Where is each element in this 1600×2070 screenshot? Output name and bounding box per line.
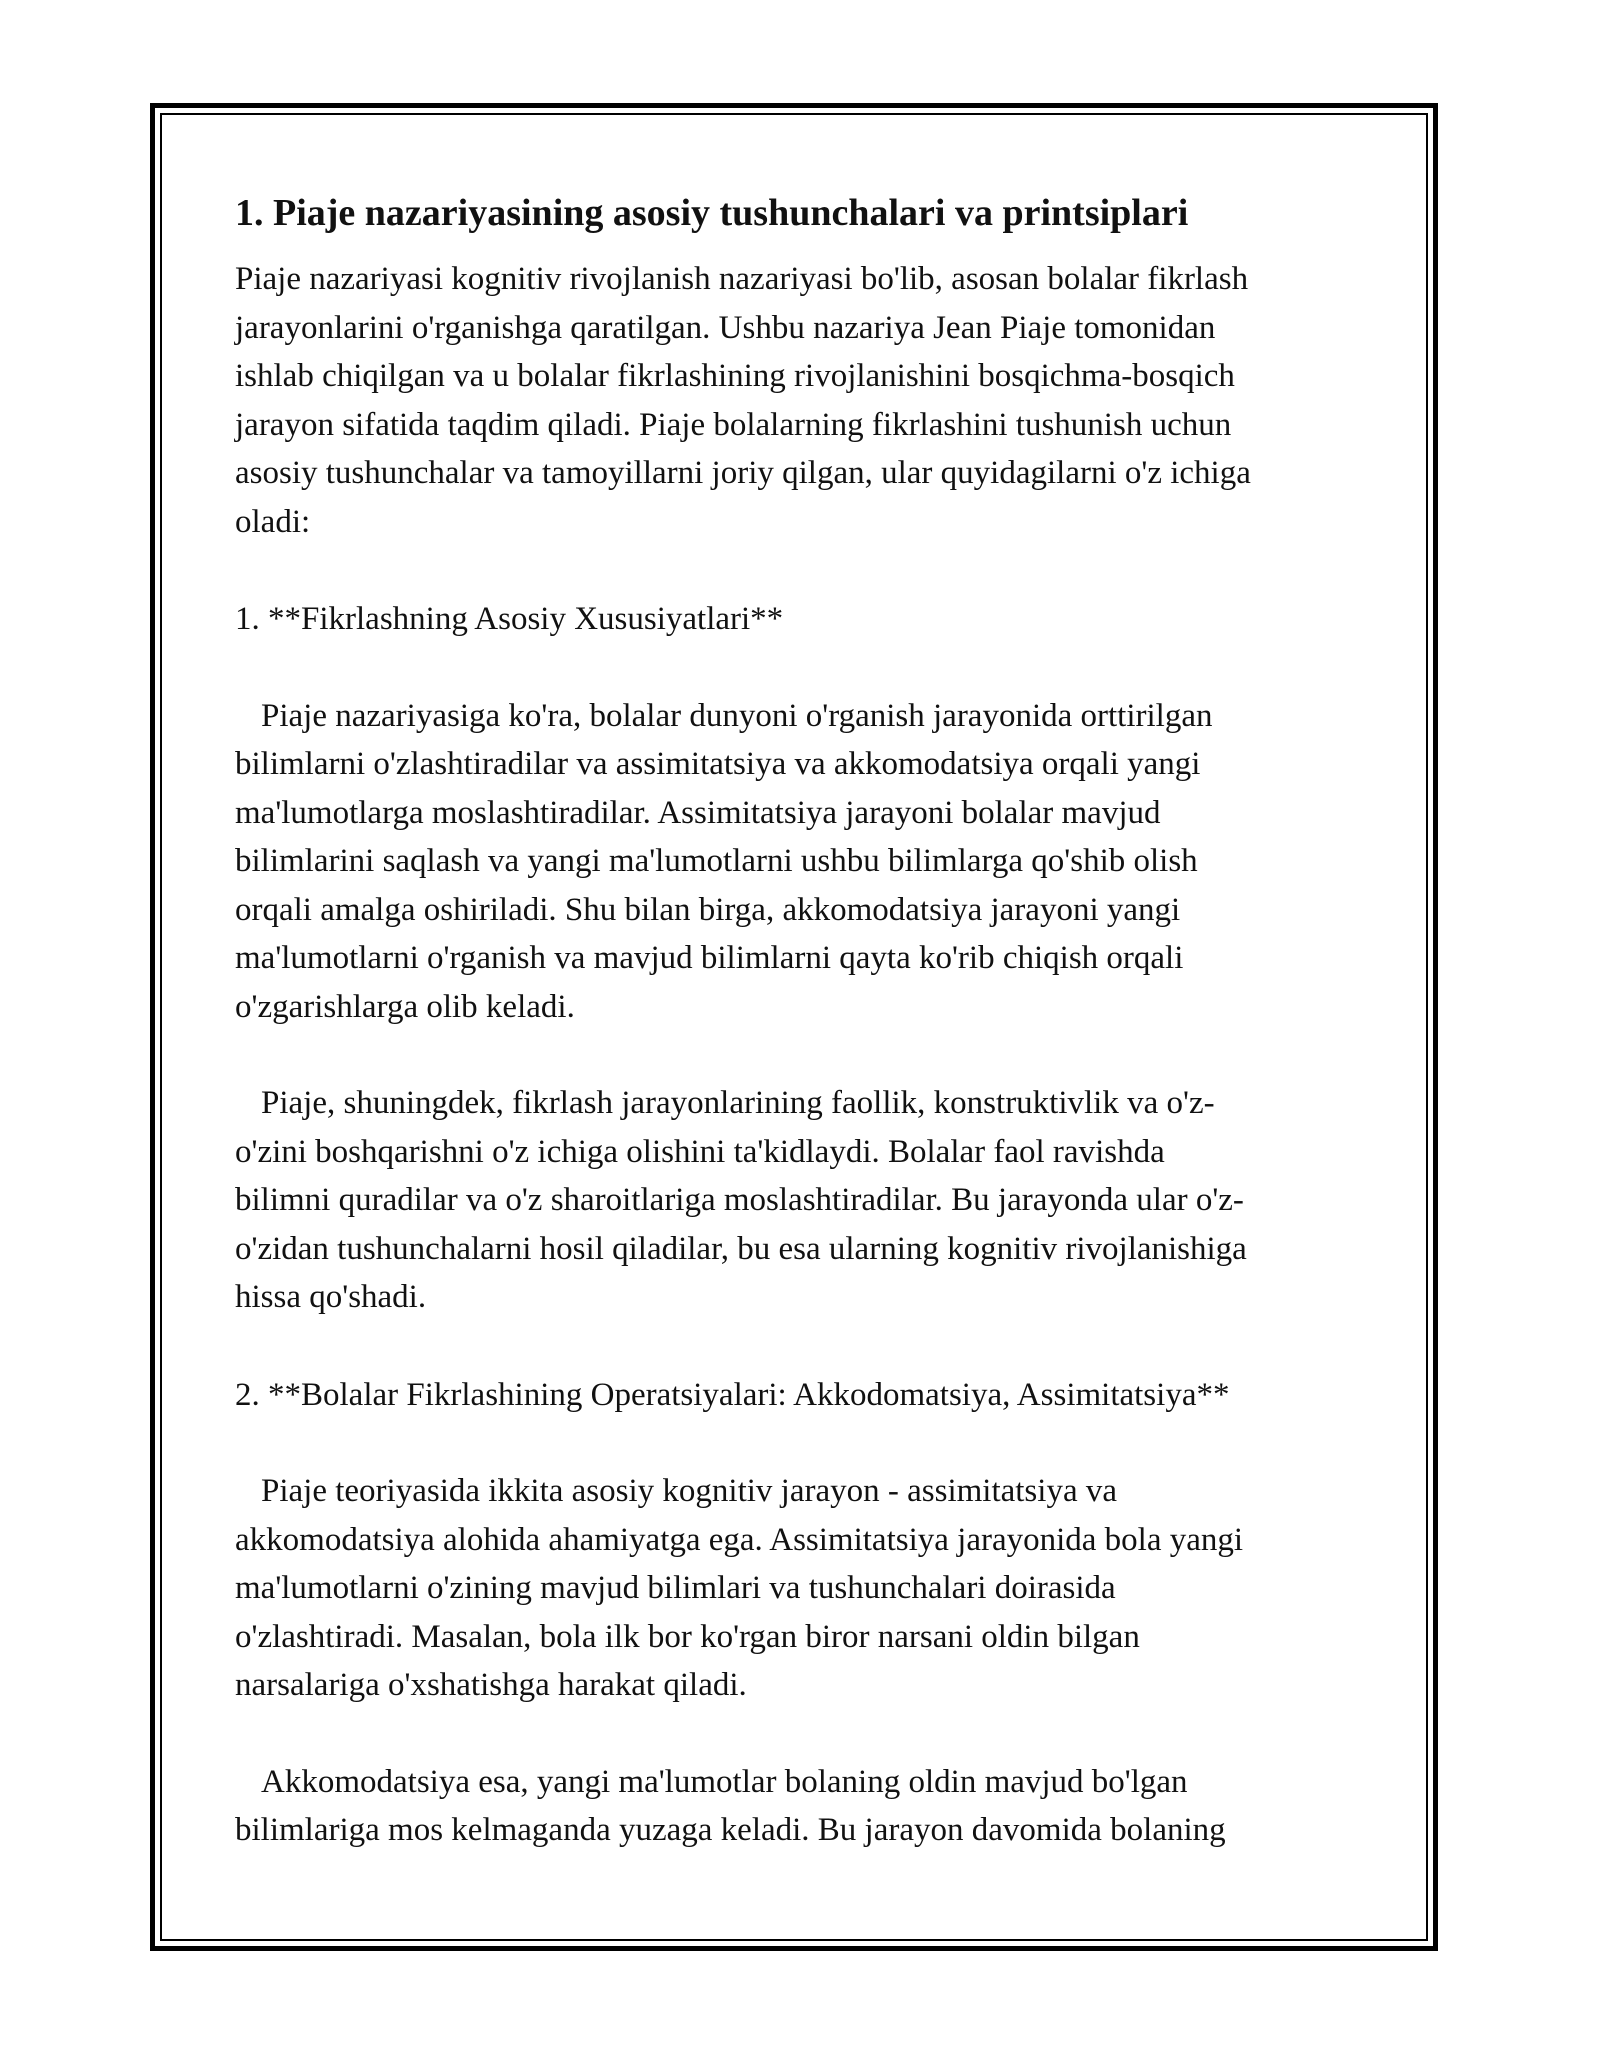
text-line: orqali amalga oshiriladi. Shu bilan birga, akkomodatsiya jarayoni yangi	[235, 891, 1181, 928]
paragraph-assimilation	[235, 1467, 1365, 1710]
paragraph-constructivism	[235, 1079, 1365, 1322]
text-line: 2. **Bolalar Fikrlashining Operatsiyalari: Akkodomatsiya, Assimitatsiya**	[235, 1376, 1230, 1413]
subsection-title-2	[235, 1371, 1365, 1420]
text-line: jarayonlarini o'rganishga qaratilgan. Ushbu nazariya Jean Piaje tomonidan	[235, 309, 1216, 346]
text-line: bilimlariga mos kelmaganda yuzaga keladi. Bu jarayon davomida bolaning	[235, 1812, 1226, 1848]
text-line: Piaje, shuningdek, fikrlash jarayonlarining faollik, konstruktivlik va o'z-	[261, 1085, 1215, 1121]
text-line: bilimlarini saqlash va yangi ma'lumotlarni ushbu bilimlarga qo'shib olish	[235, 843, 1198, 879]
text-line: ma'lumotlarga moslashtiradilar. Assimitatsiya jarayoni bolalar mavjud	[235, 794, 1161, 831]
text-line: Piaje nazariyasi kognitiv rivojlanish nazariyasi bo'lib, asosan bolalar fikrlash	[235, 261, 1249, 297]
subsection-title-1	[235, 595, 1365, 644]
intro-paragraph	[235, 255, 1365, 546]
text-line: Piaje teoriyasida ikkita asosiy kognitiv jarayon - assimitatsiya va	[261, 1473, 1117, 1509]
text-line: ma'lumotlarni o'rganish va mavjud bilimlarni qayta ko'rib chiqish orqali	[235, 940, 1184, 976]
paragraph-assimilation-overview	[235, 692, 1365, 1032]
text-line: bilimni quradilar va o'z sharoitlariga moslashtiradilar. Bu jarayonda ular o'z-	[235, 1182, 1244, 1218]
text-line: 1. **Fikrlashning Asosiy Xususiyatlari**	[235, 601, 784, 637]
text-line: bilimlarni o'zlashtiradilar va assimitatsiya va akkomodatsiya orqali yangi	[235, 746, 1201, 782]
text-line: akkomodatsiya alohida ahamiyatga ega. Assimitatsiya jarayonida bola yangi	[235, 1521, 1244, 1558]
text-line: o'zgarishlarga olib keladi.	[235, 988, 575, 1025]
section-heading: 1. Piaje nazariyasining asosiy tushunchalari va printsiplari	[235, 192, 1189, 234]
text-line: ma'lumotlarni o'zining mavjud bilimlari va tushunchalari doirasida	[235, 1570, 1116, 1606]
document-body	[235, 185, 1365, 1855]
text-line: oladi:	[235, 503, 311, 540]
text-line: o'zidan tushunchalarni hosil qiladilar, bu esa ularning kognitiv rivojlanishiga	[235, 1230, 1247, 1267]
text-line: Piaje nazariyasiga ko'ra, bolalar dunyoni o'rganish jarayonida orttirilgan	[261, 697, 1213, 734]
text-line: Akkomodatsiya esa, yangi ma'lumotlar bolaning oldin mavjud bo'lgan	[261, 1763, 1188, 1800]
text-line: asosiy tushunchalar va tamoyillarni joriy qilgan, ular quyidagilarni o'z ichiga	[235, 455, 1251, 491]
text-line: o'zlashtiradi. Masalan, bola ilk bor ko'rgan biror narsani oldin bilgan	[235, 1618, 1140, 1655]
text-line: narsalariga o'xshatishga harakat qiladi.	[235, 1667, 747, 1703]
text-line: jarayon sifatida taqdim qiladi. Piaje bolalarning fikrlashini tushunish uchun	[235, 406, 1232, 443]
text-line: ishlab chiqilgan va u bolalar fikrlashining rivojlanishini bosqichma-bosqich	[235, 358, 1235, 394]
paragraph-accommodation	[235, 1758, 1365, 1855]
text-line: o'zini boshqarishni o'z ichiga olishini ta'kidlaydi. Bolalar faol ravishda	[235, 1133, 1165, 1170]
text-line: hissa qo'shadi.	[235, 1279, 427, 1315]
